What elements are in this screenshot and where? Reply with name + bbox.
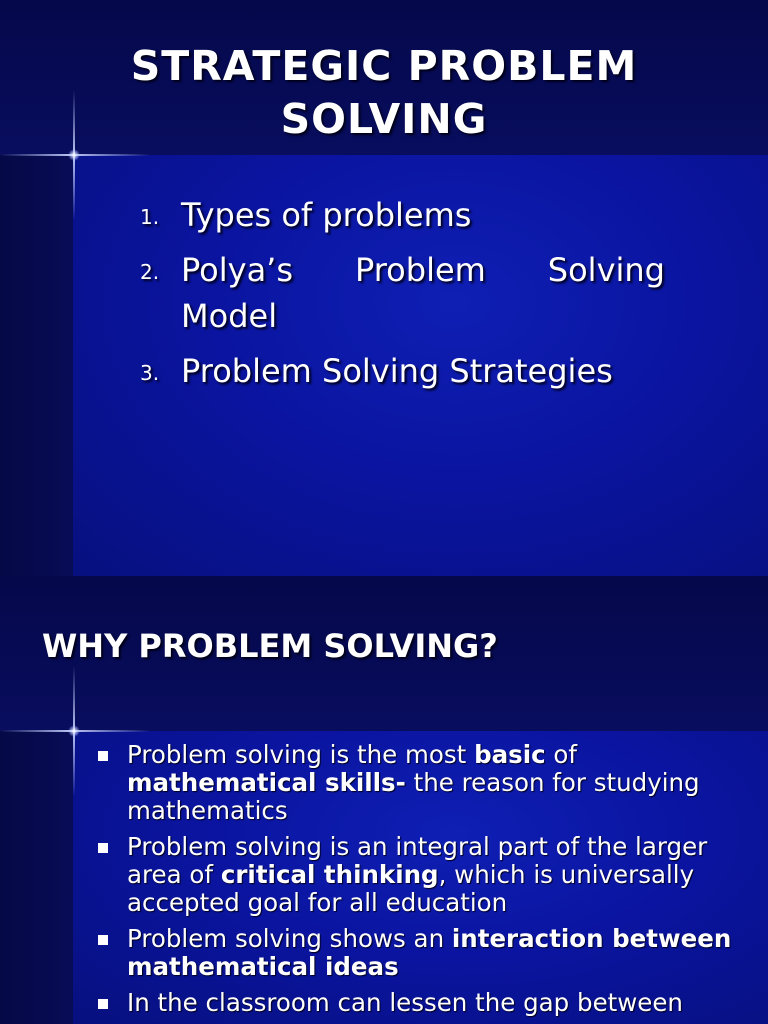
bold-term: critical thinking (220, 860, 439, 889)
list-item-text: Types of problems (181, 196, 472, 234)
bullet-item (98, 925, 758, 981)
list-item-word: Solving (547, 251, 665, 289)
bullet-item (98, 989, 758, 1017)
sparkle-star-icon (68, 725, 80, 737)
bullet-text: , which is universally accepted goal for all education (127, 860, 695, 917)
sparkle-star-icon (68, 149, 80, 161)
square-bullet-icon (98, 843, 108, 853)
slide-left-band (0, 155, 73, 576)
bullet-text: the reason for studying mathematics (127, 768, 700, 825)
list-item-continuation: Model (181, 297, 278, 335)
slide-why-problem-solving (0, 576, 768, 1024)
bullet-list (98, 741, 758, 1024)
slide-title (0, 40, 768, 146)
list-item-word: Polya’s (181, 251, 294, 289)
numbered-list (140, 192, 665, 403)
slide-title-line: SOLVING (280, 95, 488, 143)
list-number: 3. (140, 361, 160, 385)
slide-title: WHY PROBLEM SOLVING? (42, 627, 498, 665)
square-bullet-icon (98, 935, 108, 945)
bullet-item (98, 833, 758, 917)
bold-term: mathematical skills- (127, 768, 406, 797)
list-item-first-line (181, 247, 665, 293)
square-bullet-icon (98, 751, 108, 761)
square-bullet-icon (98, 999, 108, 1009)
bold-term: interaction between mathematical ideas (127, 924, 732, 981)
bullet-text: of (545, 740, 578, 769)
list-item (140, 348, 665, 394)
list-item-word: Problem (354, 251, 486, 289)
slide-title-line: STRATEGIC PROBLEM (130, 42, 638, 90)
list-number: 2. (140, 260, 160, 284)
bold-term: basic (474, 740, 546, 769)
slide-left-band (0, 731, 73, 1024)
bullet-text: In the classroom can lessen the gap between (127, 988, 683, 1017)
list-item (140, 247, 665, 339)
bullet-text: Problem solving shows an (127, 924, 452, 953)
list-item-text: Problem Solving Strategies (181, 352, 613, 390)
bullet-text: Problem solving is an integral part of the larger area of (127, 832, 708, 889)
list-item (140, 192, 665, 238)
bullet-text: Problem solving is the most (127, 740, 475, 769)
list-number: 1. (140, 205, 160, 229)
bullet-item (98, 741, 758, 825)
